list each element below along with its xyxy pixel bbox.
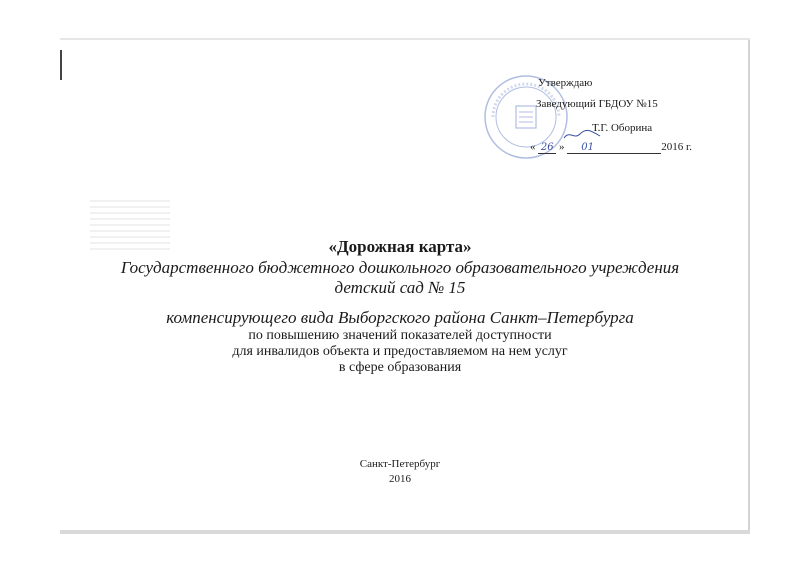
date-open-quote: « bbox=[530, 141, 536, 153]
date-month: 01 bbox=[581, 142, 594, 153]
document-title: «Дорожная карта» bbox=[328, 237, 472, 256]
approval-date bbox=[530, 142, 692, 154]
approval-position: Заведующий ГБДОУ №15 bbox=[536, 98, 658, 110]
date-year: 2016 г. bbox=[661, 141, 693, 153]
scan-edge-top bbox=[60, 38, 750, 40]
approval-signatory: Т.Г. Оборина bbox=[592, 122, 653, 134]
subtitle-line-3: в сфере образования bbox=[338, 360, 462, 375]
document-title-block bbox=[100, 236, 700, 376]
scan-edge-right bbox=[748, 40, 750, 530]
organization-line-1: Государственного бюджетного дошкольного образовательного учреждения bbox=[120, 258, 680, 277]
subtitle-line-2: для инвалидов объекта и предоставляемом на нем услуг bbox=[232, 344, 568, 359]
subtitle-line-1: по повышению значений показателей доступности bbox=[248, 328, 552, 343]
document-footer bbox=[300, 457, 500, 487]
organization-line-2: детский сад № 15 bbox=[334, 278, 466, 297]
signature-icon bbox=[562, 128, 602, 142]
organization-line-3: компенсирующего вида Выборгского района Санкт–Петербурга bbox=[166, 308, 634, 327]
date-month-field bbox=[567, 142, 661, 154]
scan-edge-left bbox=[60, 50, 62, 80]
scan-edge-bottom bbox=[60, 530, 750, 534]
approval-title: Утверждаю bbox=[538, 77, 593, 89]
date-day: 26 bbox=[538, 143, 556, 154]
footer-year: 2016 bbox=[389, 473, 411, 485]
footer-city: Санкт-Петербург bbox=[359, 458, 441, 470]
date-close-quote: » bbox=[559, 141, 565, 153]
